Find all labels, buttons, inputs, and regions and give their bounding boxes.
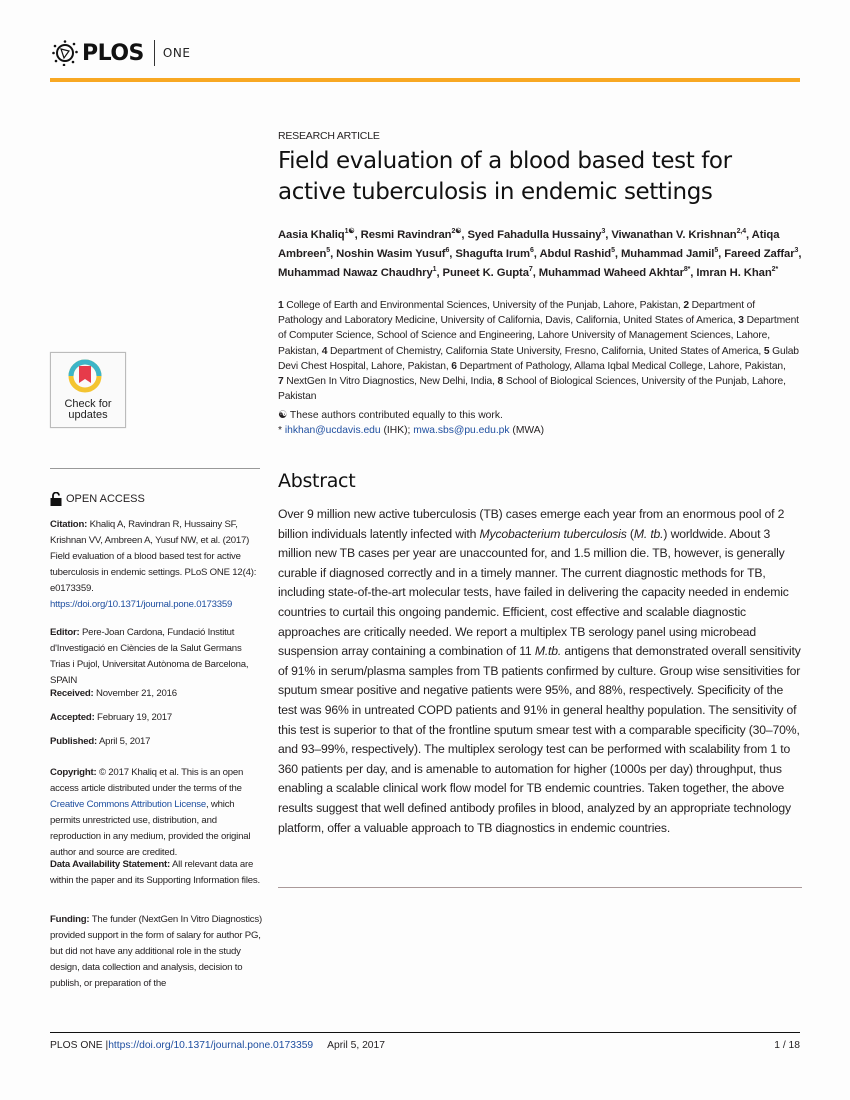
crossmark-icon: [67, 358, 103, 394]
affiliation-number: 4: [321, 345, 328, 357]
author-name: Noshin Wasim Yusuf: [336, 247, 446, 260]
abstract-segment: (: [626, 526, 634, 541]
published-label: Published:: [50, 736, 98, 747]
affiliation-number: 1: [278, 300, 284, 311]
author-affiliation-marker: 3: [601, 228, 606, 235]
journal-header: [50, 38, 800, 82]
author-name: Imran H. Khan: [696, 266, 772, 279]
abstract-heading: Abstract: [278, 470, 356, 492]
affiliation-number: 8: [497, 376, 504, 388]
author-name: Muhammad Waheed Akhtar: [538, 266, 684, 279]
article-title: Field evaluation of a blood based test for active tuberculosis in endemic settings: [278, 148, 732, 205]
author-affiliation-marker: 1: [432, 265, 437, 273]
author-list: Aasia Khaliq$^{1☯}$, Resmi Ravindran$^{2☯}$, Syed Fahadulla Hussainy$^3$, Viwanathan V. Krishnan$^{2,4}$, Atiqa Ambreen$^5$, Noshin Wasim Yusuf$^6$, Shagufta Irum$^6$, Abdul Rashid$^5$, Muhammad Jamil$^5$, Fareed Zaffar$^3$, Muhammad Nawaz Chaudhry$^1$, Puneet K. Gupta$^7$, Muhammad Waheed Akhtar$^{8*}$, Imran H. Khan$^{2*}$: [278, 228, 802, 279]
citation-text: Khaliq A, Ravindran R, Hussainy SF, Krishnan VV, Ambreen A, Yusuf NW, et al. (2017) Field evaluation of a blood based test for active tuberculosis in endemic settings. PLoS ONE 12(4): e0173359.: [50, 519, 257, 594]
received-date: November 21, 2016: [93, 688, 177, 699]
author-name: Viwanathan V. Krishnan: [611, 228, 737, 241]
editor-block: [50, 625, 262, 689]
affiliation-text: Department of Computer Science, School of Science and Engineering, Lahore University of Management Sciences, Lahore, Pakistan,: [278, 315, 799, 357]
footer-divider: [50, 1032, 800, 1033]
abstract-segment: antigens that demonstrated overall sensitivity of 91% in serum/plasma samples from TB patients confirmed by culture. Group wise sensitivities for sputum smear positive and negative patients were 95%, and 88%, respectively. Specificity of the test was 96% in untreated COPD patients and 91% in general healthy population. The sensitivity of this test is superior to that of the frontline sputum smear test with a comparable specificity (30–70%, and 93–99%, respectively). The multiplex serology test can be performed with scalability from 1 to 360 patients per day, and is amenable to automation for higher (1000s per day) throughput, thus enabling a scalable clinical work flow model for TB endemic countries. Taken together, the above results suggest that well defined antibody profiles in blood, analyzed by an appropriate technology platform, offer a valuable approach to TB diagnostics in endemic countries.: [278, 644, 801, 835]
sidebar-divider: [50, 468, 260, 469]
author-name: Fareed Zaffar: [724, 247, 795, 260]
data-availability-text: All relevant data are within the paper and its Supporting Information files.: [50, 859, 260, 886]
email-link-ihk[interactable]: ihkhan@ucdavis.edu: [284, 425, 381, 436]
accepted-date: February 19, 2017: [94, 712, 173, 723]
author-name: Shagufta Irum: [455, 247, 530, 260]
author-name: Atiqa Ambreen: [278, 228, 780, 260]
affiliation-number: 7: [278, 376, 284, 388]
logo-divider: [154, 40, 155, 66]
citation-label: Citation:: [50, 519, 88, 530]
author-affiliation-marker: 2,4: [736, 228, 746, 235]
author-name: Muhammad Nawaz Chaudhry: [278, 266, 433, 279]
author-affiliation-marker: 5: [611, 246, 615, 254]
footer-doi-link[interactable]: https://doi.org/10.1371/journal.pone.0173359: [108, 1040, 314, 1051]
open-lock-icon: [50, 492, 62, 506]
funding-label: Funding:: [50, 914, 90, 925]
author-notes: [278, 408, 802, 438]
check-for-updates-label: Check for updates: [64, 398, 112, 421]
accepted-block: [50, 710, 262, 726]
affiliation-text: Department of Pathology, Allama Iqbal Medical College, Lahore, Pakistan,: [456, 360, 786, 372]
author-name: Syed Fahadulla Hussainy: [467, 228, 602, 241]
copyright-text-cont: , which permits unrestricted use, distribution, and reproduction in any medium, provided the original author and source are credited.: [50, 799, 251, 858]
check-for-updates-badge[interactable]: [50, 352, 126, 428]
affiliation-number: 3: [738, 315, 744, 327]
author-name: Aasia Khaliq: [278, 228, 345, 241]
abstract-segment: Over 9 million new active tuberculosis (TB) cases emerge each year from an enormous pool of 2 billion individuals latently infected with: [278, 507, 785, 541]
page-number: 1 / 18: [774, 1040, 800, 1051]
affiliation-number: 2: [683, 300, 689, 311]
email-link-mwa[interactable]: mwa.sbs@pu.edu.pk: [413, 425, 510, 436]
received-label: Received:: [50, 688, 94, 699]
correspondence-note: * ihkhan@ucdavis.edu (IHK); mwa.sbs@pu.edu.pk (MWA): [278, 425, 545, 436]
abstract-italic-term: M. tb.: [633, 526, 664, 541]
affiliation-text: Gulab Devi Chest Hospital, Lahore, Pakistan,: [278, 345, 799, 372]
affiliation-text: Department of Chemistry, California State University, Fresno, California, United States of America,: [327, 345, 764, 357]
editor-label: Editor:: [50, 627, 80, 638]
author-affiliation-marker: 2*: [771, 265, 779, 273]
open-access-label: OPEN ACCESS: [66, 493, 145, 505]
data-availability-block: [50, 857, 262, 889]
funding-block: [50, 912, 262, 992]
journal-name: ONE: [162, 46, 191, 60]
footer-journal: PLOS ONE |: [50, 1040, 109, 1051]
editor-text: Pere-Joan Cardona, Fundació Institut d'Investigació en Ciències de la Salut Germans Trias i Pujol, Universitat Autònoma de Barcelona, SPAIN: [50, 627, 249, 686]
copyright-block: [50, 765, 262, 861]
cc-license-link[interactable]: Creative Commons Attribution License: [50, 799, 206, 810]
article-type: RESEARCH ARTICLE: [278, 130, 380, 142]
open-access-badge: [50, 492, 145, 506]
citation-doi-link[interactable]: https://doi.org/10.1371/journal.pone.0173359: [50, 599, 233, 610]
equal-contribution-icon: ☯: [278, 410, 288, 421]
abstract-italic-term: M.tb.: [534, 644, 562, 659]
header-accent-bar: [50, 78, 800, 82]
plos-globe-icon: [52, 40, 78, 66]
author-name: Resmi Ravindran: [360, 228, 452, 241]
copyright-label: Copyright:: [50, 767, 97, 778]
copyright-text: © 2017 Khaliq et al. This is an open access article distributed under the terms of the: [50, 767, 244, 794]
affiliation-number: 6: [451, 360, 457, 372]
footer-date: April 5, 2017: [327, 1040, 385, 1051]
plos-logo[interactable]: [52, 38, 190, 68]
logo-text: PLOS: [82, 40, 144, 66]
affiliation-text: Department of Pathology and Laboratory Medicine, University of California, Davis, California, United States of America,: [278, 300, 755, 327]
affiliation-text: College of Earth and Environmental Sciences, University of the Punjab, Lahore, Pakistan,: [283, 300, 684, 311]
published-block: [50, 734, 262, 750]
author-affiliation-marker: 5: [714, 246, 719, 254]
data-availability-label: Data Availability Statement:: [50, 859, 171, 870]
abstract-segment: ) worldwide. About 3 million new TB cases per year are unaccounted for, and 1.5 million die. TB, however, is generally curable if diagnosed correctly and in a timely manner. The current diagnostic methods for TB, including state-of-the-art molecular tests, have failed in delivering the capacity needed in endemic countries to curtail this ongoing pandemic. Efficient, cost effective and scalable diagnostic approaches are critically needed. We report a multiplex TB serology panel using microbead suspension array containing a combination of 11: [278, 526, 789, 659]
author-affiliation-marker: 8*: [683, 265, 691, 273]
received-block: [50, 686, 262, 702]
abstract-divider: [278, 887, 802, 888]
author-affiliation-marker: 1☯: [344, 228, 355, 235]
author-name: Muhammad Jamil: [620, 247, 715, 260]
abstract-italic-term: Mycobacterium tuberculosis: [479, 526, 627, 541]
page-footer: [50, 1040, 800, 1051]
affiliation-number: 5: [763, 345, 770, 357]
author-affiliation-marker: 6: [530, 246, 534, 254]
affiliations: [278, 298, 802, 404]
author-affiliation-marker: 7: [528, 265, 533, 273]
author-affiliation-marker: 6: [445, 246, 450, 254]
affiliation-text: School of Biological Sciences, University of the Punjab, Lahore, Pakistan: [278, 376, 786, 403]
equal-contribution-note: ☯ These authors contributed equally to this work.: [278, 410, 503, 421]
funding-text: The funder (NextGen In Vitro Diagnostics) provided support in the form of salary for author PG, but did not have any additional role in the study design, data collection and analysis, decision to publish, or preparation of the: [50, 914, 262, 989]
accepted-label: Accepted:: [50, 712, 95, 723]
author-name: Abdul Rashid: [539, 247, 612, 260]
citation-block: [50, 517, 262, 613]
author-affiliation-marker: 3: [794, 246, 799, 254]
author-name: Puneet K. Gupta: [442, 266, 529, 279]
abstract-text: [278, 505, 802, 838]
affiliation-text: NextGen In Vitro Diagnostics, New Delhi, India,: [283, 376, 498, 388]
author-affiliation-marker: 2☯: [451, 228, 462, 235]
author-affiliation-marker: 5: [326, 246, 331, 254]
published-date: April 5, 2017: [97, 736, 151, 747]
